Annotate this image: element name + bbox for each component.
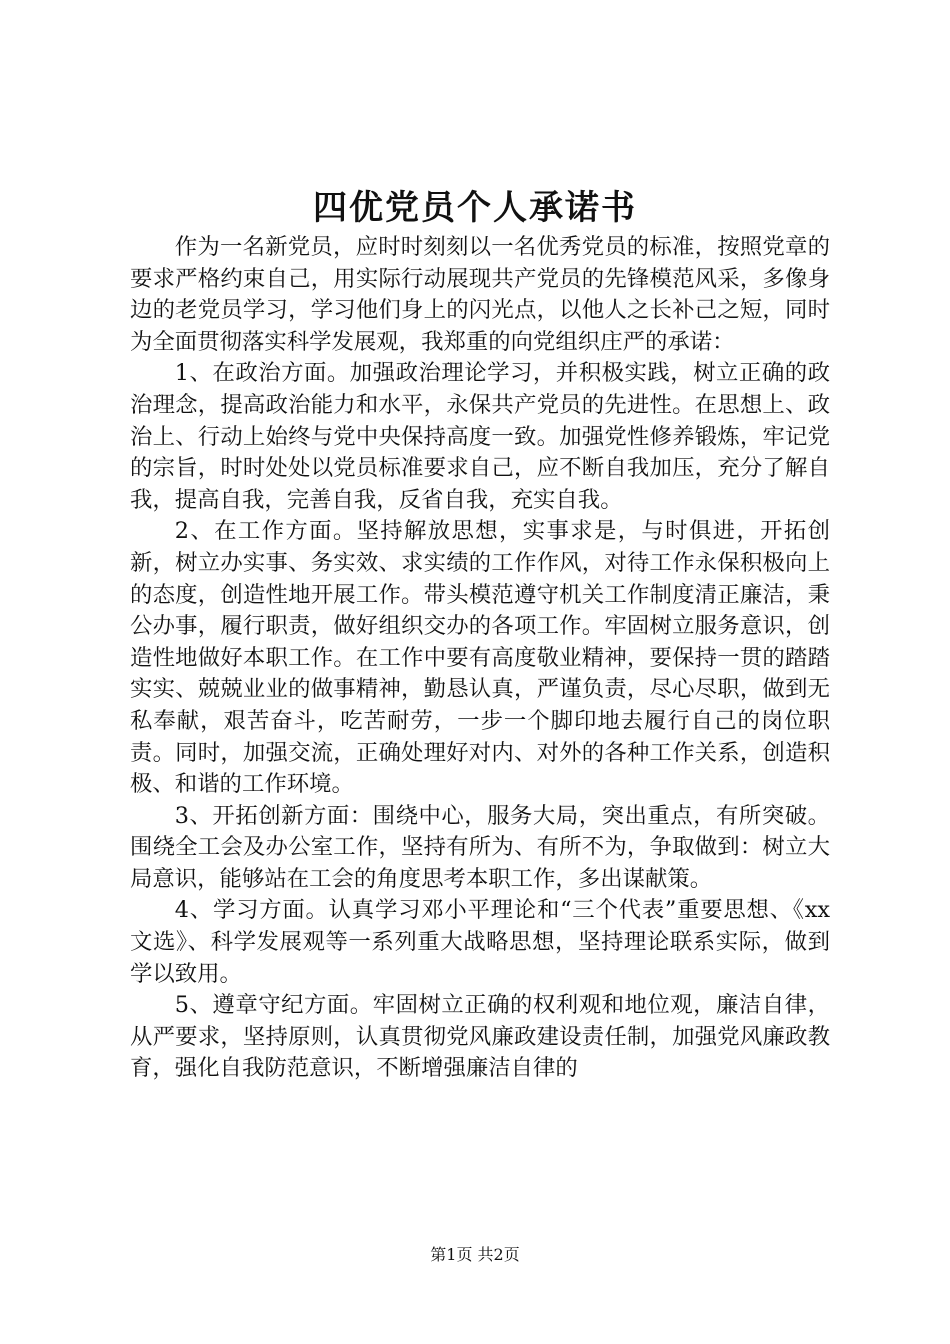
paragraph-discipline: 5、遵章守纪方面。牢固树立正确的权利观和地位观，廉洁自律，从严要求，坚持原则，认真贯彻党风廉政建设责任制，加强党风廉政教育，强化自我防范意识，不断增强廉洁自律的 xyxy=(130,992,830,1082)
paragraph-innovation: 3、开拓创新方面：围绕中心，服务大局，突出重点，有所突破。围绕全工会及办公室工作，坚持有所为、有所不为，争取做到：树立大局意识，能够站在工会的角度思考本职工作，多出谋献策。 xyxy=(130,802,830,892)
paragraph-intro: 作为一名新党员，应时时刻刻以一名优秀党员的标准，按照党章的要求严格约束自己，用实际行动展现共产党员的先锋模范风采，多像身边的老党员学习，学习他们身上的闪光点，以他人之长补己之短，同时为全面贯彻落实科学发展观，我郑重的向党组织庄严的承诺： xyxy=(130,234,830,355)
paragraph-work: 2、在工作方面。坚持解放思想，实事求是，与时俱进，开拓创新，树立办实事、务实效、求实绩的工作作风，对待工作永保积极向上的态度，创造性地开展工作。带头模范遵守机关工作制度清正廉洁，秉公办事，履行职责，做好组织交办的各项工作。牢固树立服务意识，创造性地做好本职工作。在工作中要有高度敬业精神，要保持一贯的踏踏实实、兢兢业业的做事精神，勤恳认真，严谨负责，尽心尽职，做到无私奉献，艰苦奋斗，吃苦耐劳，一步一个脚印地去履行自己的岗位职责。同时，加强交流，正确处理好对内、对外的各种工作关系，创造积极、和谐的工作环境。 xyxy=(130,518,830,798)
document-body xyxy=(130,232,830,1085)
paragraph-politics: 1、在政治方面。加强政治理论学习，并积极实践，树立正确的政治理念，提高政治能力和水平，永保共产党员的先进性。在思想上、政治上、行动上始终与党中央保持高度一致。加强党性修养锻炼，牢记党的宗旨，时时处处以党员标准要求自己，应不断自我加压，充分了解自我，提高自我，完善自我，反省自我，充实自我。 xyxy=(130,360,830,513)
page-number: 第1页 共2页 xyxy=(430,1245,520,1264)
paragraph-study: 4、学习方面。认真学习邓小平理论和“三个代表”重要思想、《xx文选》、科学发展观等一系列重大战略思想，坚持理论联系实际，做到学以致用。 xyxy=(130,897,830,987)
document-title: 四优党员个人承诺书 xyxy=(313,188,637,228)
